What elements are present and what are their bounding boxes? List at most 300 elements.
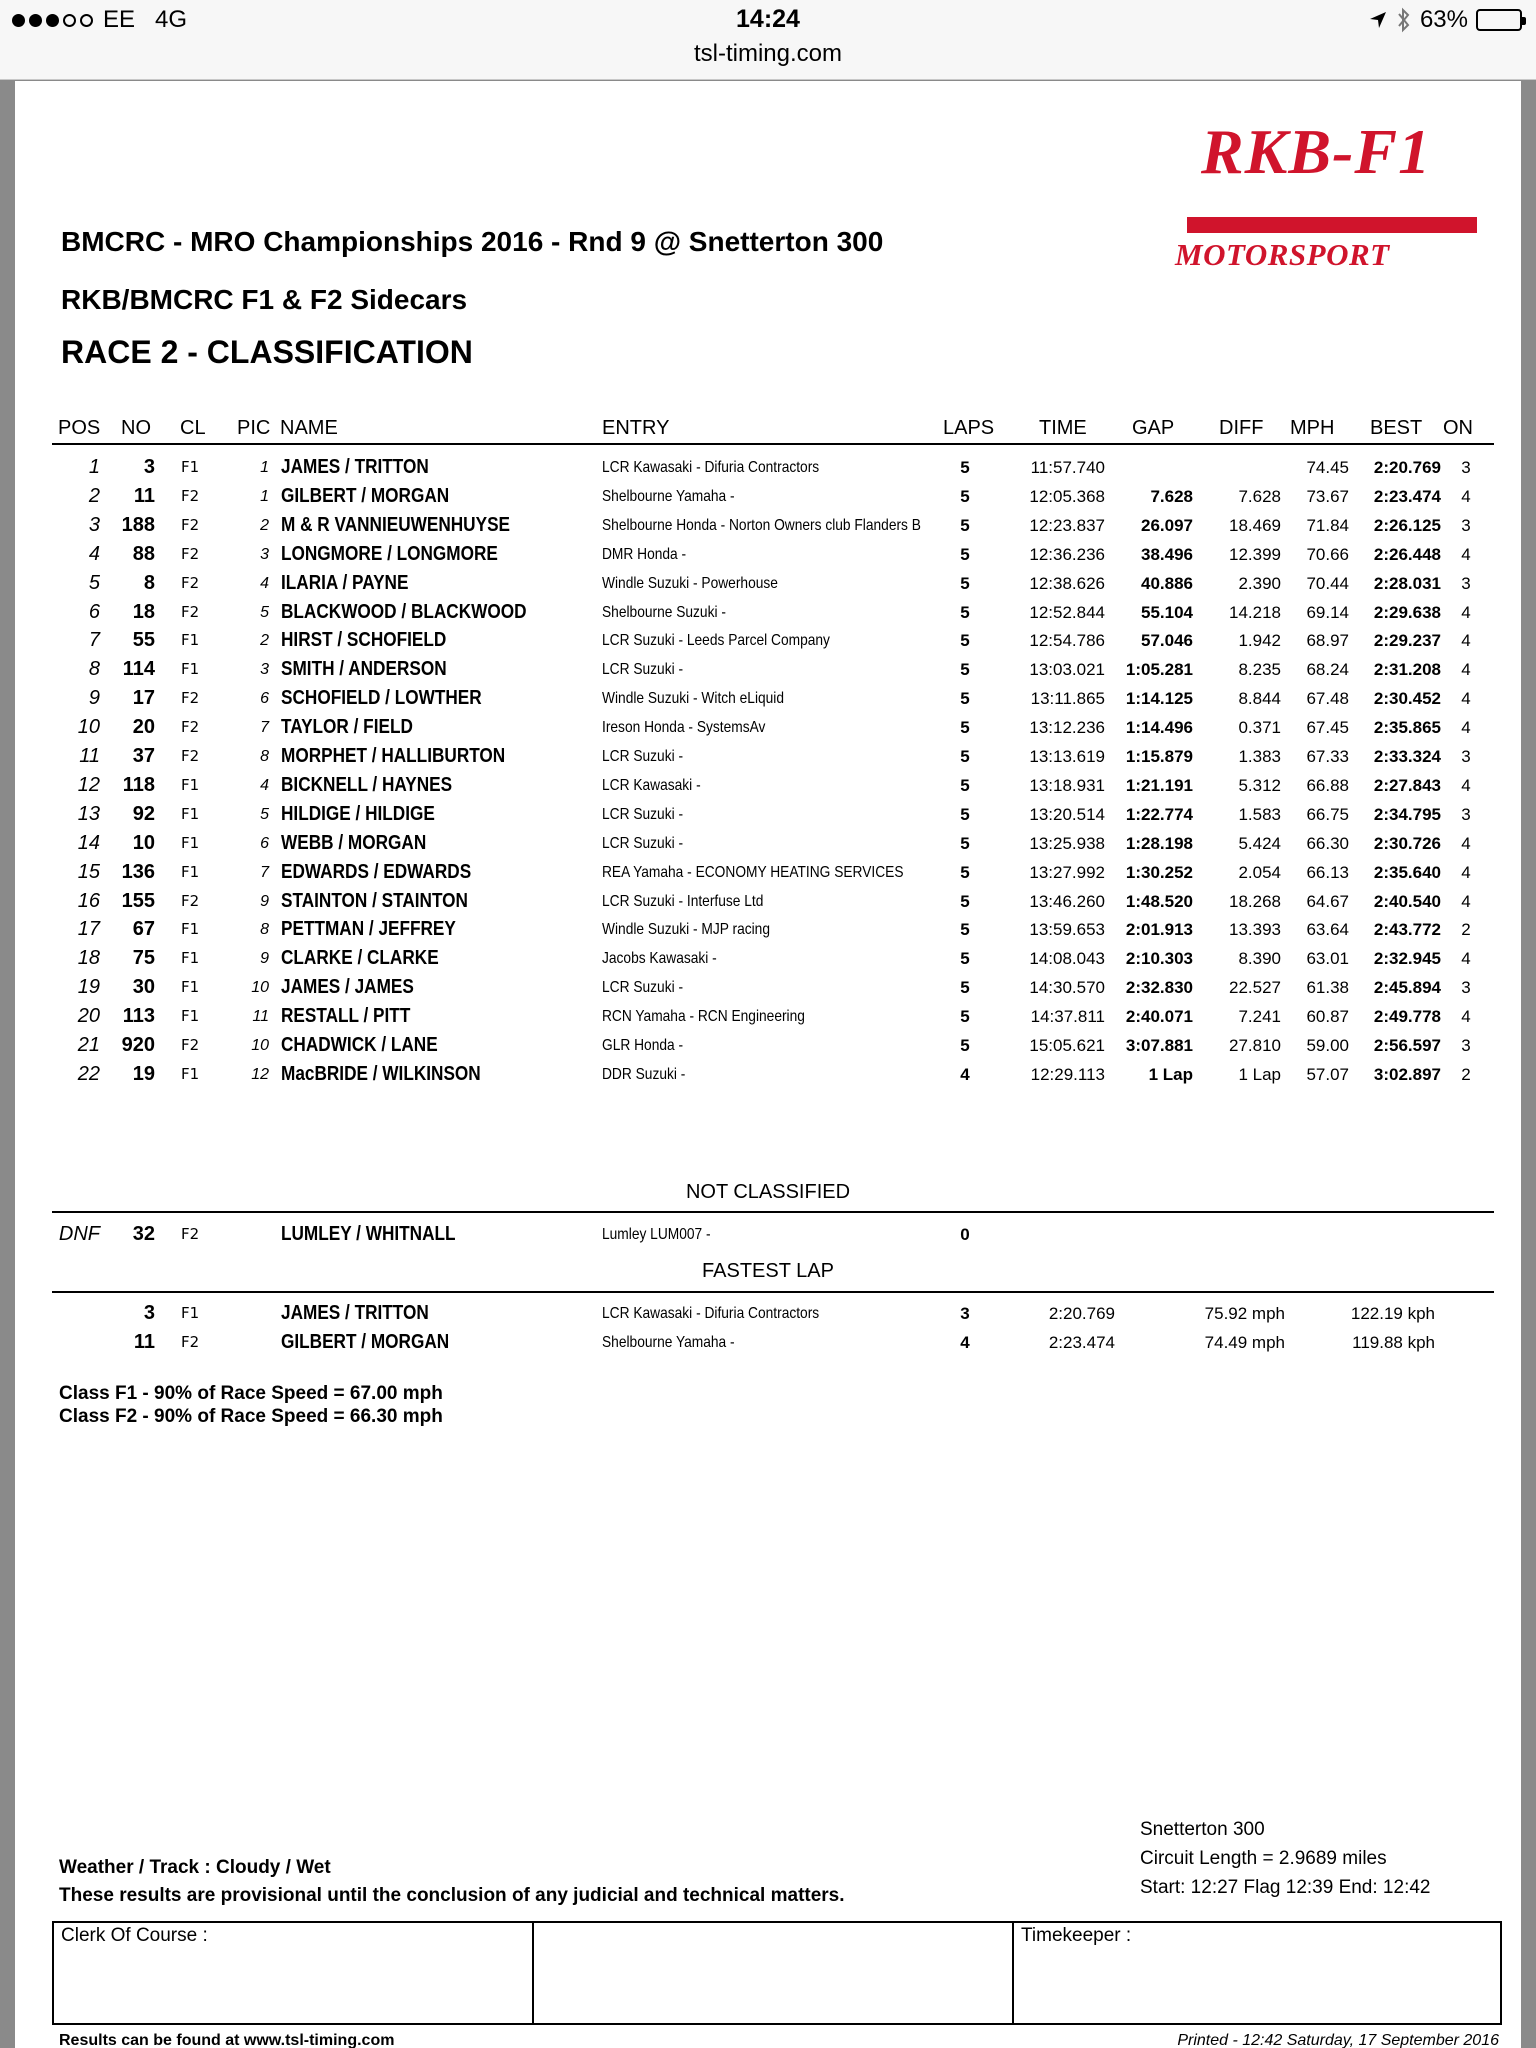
cell-no: 19 — [132, 1062, 155, 1085]
table-row — [15, 482, 1521, 511]
cell-time: 13:27.992 — [1029, 862, 1105, 882]
cell-gap: 26.097 — [1141, 515, 1193, 535]
cell-mph: 66.88 — [1306, 775, 1349, 795]
cell-laps: 5 — [960, 920, 970, 940]
table-row — [15, 598, 1521, 627]
cell-name: HIRST / SCHOFIELD — [281, 629, 447, 652]
cell-best: 2:35.640 — [1373, 862, 1441, 882]
bluetooth-icon — [1396, 7, 1412, 33]
cell-on: 4 — [1461, 1007, 1471, 1027]
cell-name: GILBERT / MORGAN — [281, 1331, 450, 1353]
cell-laps: 5 — [960, 631, 970, 651]
cell-name: ILARIA / PAYNE — [281, 571, 409, 594]
cell-mph: 68.24 — [1306, 660, 1349, 680]
cell-no: 136 — [121, 860, 155, 883]
cell-gap: 3:07.881 — [1125, 1036, 1193, 1055]
cell-cl: F2 — [181, 891, 200, 910]
cell-pos: 14 — [77, 831, 100, 854]
cell-name: SCHOFIELD / LOWTHER — [281, 687, 482, 710]
cell-pic: 6 — [260, 834, 269, 852]
cell-no: 114 — [122, 658, 155, 681]
col-gap: GAP — [1132, 417, 1175, 439]
cell-best: 2:27.843 — [1373, 775, 1441, 795]
cell-kph: 119.88 kph — [1352, 1333, 1435, 1352]
cell-gap: 2:40.071 — [1125, 1007, 1193, 1027]
cell-laps: 5 — [960, 458, 970, 477]
cell-cl: F2 — [181, 718, 200, 737]
cell-mph: 73.67 — [1306, 486, 1349, 506]
battery-icon — [1476, 9, 1522, 31]
cell-name: STAINTON / STAINTON — [281, 889, 468, 912]
cell-mph: 71.84 — [1306, 515, 1349, 535]
cell-laps: 5 — [960, 544, 970, 564]
cell-best: 2:28.031 — [1373, 573, 1441, 593]
race-speed-f1: Class F1 - 90% of Race Speed = 67.00 mph — [59, 1383, 443, 1404]
network-label: 4G — [155, 6, 188, 33]
cell-no: 75 — [132, 947, 155, 970]
cell-no: 92 — [132, 802, 155, 825]
table-row — [15, 973, 1521, 1002]
cell-name: LUMLEY / WHITNALL — [281, 1223, 456, 1245]
cell-cl: F2 — [181, 573, 200, 592]
cell-laps: 5 — [960, 515, 970, 535]
cell-on: 4 — [1461, 862, 1471, 882]
cell-entry: LCR Suzuki - Interfuse Ltd — [602, 892, 764, 910]
timekeeper-signature-cell — [1014, 1923, 1500, 2023]
cell-on: 4 — [1461, 949, 1471, 969]
cell-time: 13:59.653 — [1029, 920, 1105, 940]
cell-pos: 5 — [88, 571, 100, 594]
cell-no: 188 — [121, 513, 155, 536]
cell-diff: 1.583 — [1238, 804, 1281, 824]
table-row — [15, 742, 1521, 771]
cell-best: 3:02.897 — [1373, 1064, 1441, 1084]
cell-cl: F2 — [181, 515, 200, 534]
cell-best: 2:34.795 — [1373, 804, 1441, 824]
col-entry: ENTRY — [602, 417, 670, 439]
cell-entry: Shelbourne Yamaha - — [602, 1334, 735, 1351]
cell-time: 11:57.740 — [1030, 458, 1105, 477]
cell-no: 10 — [132, 831, 155, 854]
table-row — [15, 771, 1521, 800]
cell-cl: F2 — [181, 602, 200, 621]
table-row — [15, 713, 1521, 742]
col-on: ON — [1443, 417, 1473, 439]
cell-gap: 1:15.879 — [1125, 747, 1193, 766]
cell-cl: F1 — [181, 804, 200, 823]
cell-cl: F1 — [181, 949, 200, 968]
cell-laps: 5 — [960, 747, 970, 766]
cell-pos: 19 — [77, 976, 100, 999]
cell-on: 4 — [1461, 775, 1471, 795]
cell-gap: 1:14.496 — [1125, 718, 1193, 738]
cell-on: 3 — [1461, 804, 1471, 824]
not-classified-row — [15, 1220, 1521, 1249]
clerk-signature-cell — [54, 1923, 534, 2023]
cell-pos: 9 — [88, 687, 100, 710]
cell-no: 3 — [143, 1302, 155, 1324]
cell-laps: 0 — [960, 1225, 970, 1244]
cell-no: 17 — [132, 687, 155, 710]
cell-pic: 12 — [251, 1065, 269, 1083]
cell-pic: 6 — [260, 690, 269, 708]
cell-laps: 5 — [960, 891, 970, 911]
cell-best: 2:45.894 — [1373, 978, 1441, 998]
cell-best: 2:23.474 — [1373, 486, 1441, 506]
cell-name: MORPHET / HALLIBURTON — [281, 745, 506, 767]
cell-laps: 5 — [960, 833, 970, 853]
cell-pos: 4 — [88, 542, 100, 565]
cell-mph: 75.92 mph — [1204, 1304, 1285, 1323]
cell-pos: DNF — [58, 1223, 100, 1245]
cell-no: 118 — [122, 773, 155, 796]
cell-mph: 70.66 — [1306, 544, 1349, 564]
cell-time: 14:30.570 — [1029, 978, 1105, 998]
cell-laps: 5 — [960, 573, 970, 593]
cell-pos: 18 — [77, 947, 100, 970]
cell-mph: 68.97 — [1306, 631, 1349, 651]
cell-name: SMITH / ANDERSON — [281, 658, 447, 681]
cell-name: RESTALL / PITT — [281, 1005, 411, 1028]
printed-timestamp: Printed - 12:42 Saturday, 17 September 2016 — [1177, 2032, 1499, 2048]
cell-diff: 12.399 — [1229, 544, 1281, 564]
cell-pic: 5 — [260, 603, 269, 621]
cell-cl: F2 — [181, 1225, 200, 1243]
status-right — [1368, 6, 1522, 34]
cell-entry: LCR Kawasaki - Difuria Contractors — [602, 1305, 820, 1322]
cell-pic: 5 — [260, 805, 269, 823]
cell-pos: 11 — [79, 745, 100, 767]
results-document — [15, 81, 1521, 2048]
cell-best: 2:29.237 — [1373, 631, 1441, 651]
logo-stripe — [1187, 217, 1477, 233]
cell-diff: 0.371 — [1238, 718, 1281, 738]
cell-cl: F1 — [181, 978, 200, 997]
cell-diff: 22.527 — [1229, 978, 1281, 998]
cell-gap: 40.886 — [1141, 573, 1193, 593]
cell-laps: 5 — [960, 949, 970, 969]
cell-entry: LCR Suzuki - — [602, 805, 684, 823]
cell-entry: REA Yamaha - ECONOMY HEATING SERVICES — [602, 863, 904, 881]
cell-name: EDWARDS / EDWARDS — [281, 860, 472, 883]
cell-on: 3 — [1461, 978, 1471, 998]
cell-entry: DMR Honda - — [602, 545, 687, 563]
cell-time: 12:54.786 — [1029, 631, 1105, 651]
cell-time: 13:03.021 — [1029, 660, 1105, 680]
cell-pic: 4 — [260, 574, 269, 592]
cell-no: 11 — [133, 484, 155, 507]
cell-entry: Shelbourne Suzuki - — [602, 603, 726, 621]
cell-cl: F2 — [181, 1036, 200, 1054]
cell-pos: 17 — [77, 918, 100, 941]
table-row — [15, 944, 1521, 973]
cell-name: JAMES / JAMES — [281, 976, 414, 999]
cell-mph: 63.01 — [1306, 949, 1349, 969]
cell-on: 4 — [1461, 602, 1471, 622]
cell-cl: F2 — [181, 689, 200, 708]
battery-percent: 63% — [1419, 6, 1468, 33]
logo-text-main: RKB-F1 — [1201, 116, 1432, 187]
cell-pos: 13 — [77, 802, 100, 825]
cell-diff: 8.235 — [1238, 660, 1281, 680]
col-time: TIME — [1039, 417, 1087, 439]
cell-cl: F1 — [181, 458, 200, 476]
cell-time: 15:05.621 — [1029, 1036, 1105, 1055]
table-row — [15, 829, 1521, 858]
cell-cl: F1 — [181, 862, 200, 881]
cell-gap: 2:01.913 — [1125, 920, 1193, 940]
cell-best: 2:20.769 — [1373, 458, 1441, 477]
cell-pos: 10 — [77, 716, 100, 739]
cell-gap: 55.104 — [1141, 602, 1193, 622]
cell-no: 3 — [143, 456, 155, 478]
cell-pic: 7 — [260, 719, 269, 737]
cell-gap: 2:10.303 — [1125, 949, 1193, 969]
cell-entry: Windle Suzuki - Witch eLiquid — [602, 690, 785, 708]
col-laps: LAPS — [943, 417, 995, 439]
cell-name: BLACKWOOD / BLACKWOOD — [281, 600, 527, 623]
col-cl: CL — [180, 417, 206, 439]
cell-entry: LCR Kawasaki - — [602, 776, 701, 794]
cell-diff: 27.810 — [1229, 1036, 1281, 1055]
cell-mph: 66.13 — [1306, 862, 1349, 882]
cell-on: 4 — [1461, 486, 1471, 506]
cell-no: 32 — [132, 1223, 155, 1245]
cell-time: 13:11.865 — [1030, 689, 1105, 709]
cell-best: 2:31.208 — [1373, 660, 1441, 680]
cell-kph: 122.19 kph — [1350, 1304, 1435, 1323]
cell-no: 67 — [132, 918, 155, 941]
cell-mph: 61.38 — [1306, 978, 1349, 998]
circuit-times: Start: 12:27 Flag 12:39 End: 12:42 — [1140, 1877, 1431, 1898]
cell-cl: F1 — [181, 775, 200, 794]
cell-diff: 14.218 — [1229, 602, 1281, 622]
url-bar[interactable]: tsl-timing.com — [693, 40, 843, 67]
cell-entry: Lumley LUM007 - — [602, 1226, 711, 1243]
cell-entry: LCR Suzuki - — [602, 979, 684, 997]
cell-best: 2:40.540 — [1373, 891, 1441, 911]
cell-pos: 1 — [88, 456, 100, 478]
cell-gap: 1:28.198 — [1125, 833, 1193, 853]
col-best: BEST — [1370, 417, 1423, 439]
cell-best: 2:26.125 — [1373, 515, 1441, 535]
clock: 14:24 — [736, 5, 800, 33]
cell-mph: 63.64 — [1306, 920, 1349, 940]
cell-no: 55 — [132, 629, 155, 652]
cell-cl: F1 — [181, 631, 200, 650]
cell-name: HILDIGE / HILDIGE — [281, 802, 435, 825]
cell-name: BICKNELL / HAYNES — [281, 773, 453, 796]
cell-laps: 5 — [960, 804, 970, 824]
timekeeper-label: Timekeeper : — [1021, 1925, 1132, 1946]
cell-pic: 7 — [260, 863, 269, 881]
cell-cl: F1 — [181, 1007, 200, 1026]
cell-best: 2:30.726 — [1373, 833, 1441, 853]
status-bar — [0, 0, 1536, 80]
cell-no: 18 — [132, 600, 155, 623]
cell-name: PETTMAN / JEFFREY — [281, 918, 456, 941]
cell-diff: 2.054 — [1238, 862, 1281, 882]
cell-laps: 5 — [960, 978, 970, 998]
cell-time: 12:52.844 — [1029, 602, 1105, 622]
circuit-length: Circuit Length = 2.9689 miles — [1140, 1848, 1387, 1869]
table-row — [15, 1060, 1521, 1089]
cell-on: 3 — [1461, 747, 1471, 766]
table-row — [15, 800, 1521, 829]
cell-on: 4 — [1461, 891, 1471, 911]
cell-entry: Jacobs Kawasaki - — [602, 950, 717, 968]
cell-entry: LCR Suzuki - — [602, 834, 684, 852]
cell-cl: F1 — [181, 1064, 200, 1083]
cell-diff: 1.383 — [1238, 747, 1281, 766]
provisional-note: These results are provisional until the conclusion of any judicial and technical matters. — [59, 1885, 845, 1906]
cell-gap: 1:21.191 — [1125, 775, 1193, 795]
not-classified-heading: NOT CLASSIFIED — [685, 1181, 851, 1203]
cell-diff: 8.390 — [1238, 949, 1281, 969]
cell-pic: 9 — [260, 950, 269, 968]
cell-pic: 2 — [260, 632, 269, 650]
cell-on: 4 — [1461, 833, 1471, 853]
cell-on: 4 — [1461, 631, 1471, 651]
cell-name: TAYLOR / FIELD — [281, 716, 413, 739]
cell-pic: 8 — [260, 921, 269, 939]
cell-time: 2:23.474 — [1048, 1333, 1115, 1352]
cell-on: 3 — [1461, 573, 1471, 593]
col-no: NO — [121, 417, 151, 439]
cell-pic: 1 — [260, 487, 269, 505]
cell-on: 2 — [1461, 1064, 1471, 1084]
col-diff: DIFF — [1219, 417, 1264, 439]
cell-mph: 67.33 — [1306, 747, 1349, 766]
cell-no: 30 — [132, 976, 155, 999]
cell-entry: LCR Suzuki - — [602, 661, 684, 679]
cell-entry: RCN Yamaha - RCN Engineering — [602, 1008, 805, 1026]
cell-best: 2:29.638 — [1373, 602, 1441, 622]
cell-entry: Windle Suzuki - MJP racing — [602, 921, 770, 939]
cell-time: 12:38.626 — [1029, 573, 1105, 593]
cell-entry: Shelbourne Honda - Norton Owners club Flanders B — [602, 516, 921, 534]
cell-name: MacBRIDE / WILKINSON — [281, 1062, 481, 1085]
cell-pos: 12 — [77, 773, 100, 796]
cell-on: 4 — [1461, 689, 1471, 709]
cell-time: 13:12.236 — [1029, 718, 1105, 738]
cell-name: CLARKE / CLARKE — [281, 947, 439, 970]
cell-pic: 1 — [260, 459, 269, 476]
cell-time: 14:08.043 — [1029, 949, 1105, 969]
cell-gap: 38.496 — [1141, 544, 1193, 564]
cell-diff: 1.942 — [1238, 631, 1281, 651]
header-divider — [52, 443, 1494, 445]
cell-mph: 66.75 — [1306, 804, 1349, 824]
signature-box — [52, 1921, 1502, 2025]
cell-pic: 10 — [251, 979, 269, 997]
table-row — [15, 1031, 1521, 1060]
cell-pic: 3 — [260, 661, 269, 679]
cell-no: 37 — [132, 745, 155, 767]
cell-time: 12:05.368 — [1029, 486, 1105, 506]
class-title: RKB/BMCRC F1 & F2 Sidecars — [61, 284, 468, 315]
cell-gap: 1 Lap — [1148, 1064, 1193, 1084]
cell-laps: 5 — [960, 1036, 970, 1055]
cell-name: GILBERT / MORGAN — [281, 484, 450, 507]
col-pos: POS — [58, 417, 101, 439]
cell-pic: 8 — [260, 748, 269, 765]
logo-text-sub: MOTORSPORT — [1175, 237, 1390, 272]
cell-no: 113 — [122, 1005, 155, 1028]
cell-mph: 59.00 — [1306, 1036, 1349, 1055]
cell-entry: DDR Suzuki - — [602, 1065, 686, 1083]
cell-best: 2:56.597 — [1373, 1036, 1441, 1055]
fastest-lap-heading: FASTEST LAP — [702, 1260, 834, 1282]
cell-entry: LCR Kawasaki - Difuria Contractors — [602, 459, 820, 476]
cell-diff: 1 Lap — [1238, 1064, 1281, 1084]
table-row — [15, 626, 1521, 655]
cell-gap: 1:30.252 — [1125, 862, 1193, 882]
cell-name: JAMES / TRITTON — [281, 456, 429, 478]
circuit-name: Snetterton 300 — [1140, 1819, 1265, 1840]
cell-pos: 3 — [88, 513, 100, 536]
cell-mph: 57.07 — [1306, 1064, 1349, 1084]
cell-mph: 60.87 — [1306, 1007, 1349, 1027]
cell-best: 2:30.452 — [1373, 689, 1441, 709]
cell-best: 2:35.865 — [1373, 718, 1441, 738]
cell-laps: 4 — [960, 1064, 970, 1084]
cell-pos: 2 — [88, 484, 100, 507]
cell-lap: 4 — [960, 1333, 970, 1352]
cell-mph: 67.45 — [1306, 718, 1349, 738]
cell-diff: 18.469 — [1229, 515, 1281, 535]
cell-time: 13:20.514 — [1029, 804, 1105, 824]
cell-time: 12:23.837 — [1029, 515, 1105, 535]
cell-diff: 5.424 — [1238, 833, 1281, 853]
cell-entry: Shelbourne Yamaha - — [602, 487, 735, 505]
table-row — [15, 858, 1521, 887]
cell-mph: 74.45 — [1306, 458, 1349, 477]
cell-cl: F2 — [181, 486, 200, 505]
cell-cl: F1 — [181, 920, 200, 939]
cell-time: 13:46.260 — [1029, 891, 1105, 911]
cell-pic: 9 — [260, 892, 269, 910]
cell-pos: 15 — [77, 860, 100, 883]
session-title: RACE 2 - CLASSIFICATION — [61, 334, 473, 370]
cell-pos: 7 — [88, 629, 100, 652]
cell-entry: GLR Honda - — [602, 1037, 684, 1054]
cell-name: LONGMORE / LONGMORE — [281, 542, 498, 565]
cell-no: 20 — [132, 716, 155, 739]
cell-pos: 16 — [77, 889, 100, 912]
cell-mph: 64.67 — [1306, 891, 1349, 911]
cell-laps: 5 — [960, 1007, 970, 1027]
table-row — [15, 540, 1521, 569]
col-pic: PIC — [237, 417, 271, 439]
cell-pos: 22 — [77, 1062, 100, 1085]
cell-laps: 5 — [960, 660, 970, 680]
cell-no: 155 — [121, 889, 155, 912]
table-row — [15, 569, 1521, 598]
cell-on: 4 — [1461, 718, 1471, 738]
col-name: NAME — [280, 417, 338, 439]
table-row — [15, 511, 1521, 540]
cell-time: 12:36.236 — [1029, 544, 1105, 564]
cell-lap: 3 — [960, 1304, 970, 1323]
cell-diff: 7.628 — [1238, 486, 1281, 506]
cell-gap: 1:22.774 — [1125, 804, 1193, 824]
cell-no: 88 — [132, 542, 155, 565]
cell-best: 2:49.778 — [1373, 1007, 1441, 1027]
blank-signature-cell — [534, 1923, 1014, 2023]
cell-cl: F1 — [181, 660, 200, 679]
cell-pic: 3 — [260, 545, 269, 563]
